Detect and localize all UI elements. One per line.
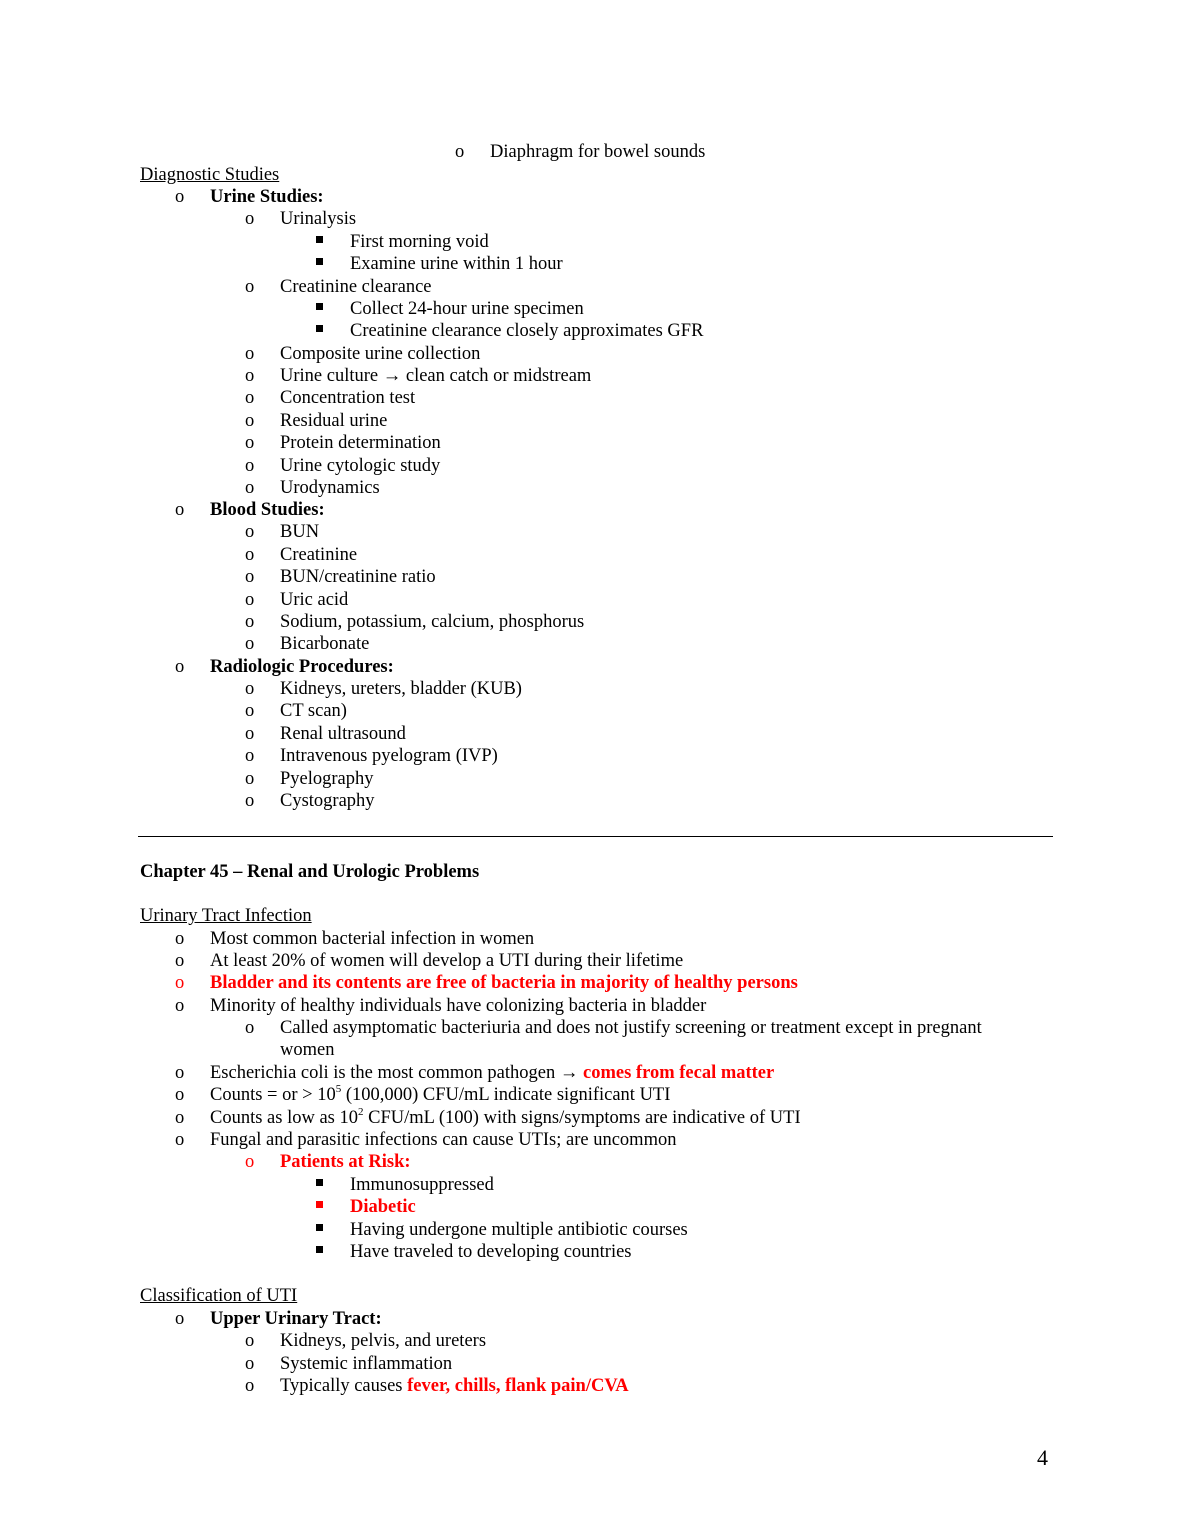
list-item: Creatinine clearance	[280, 277, 432, 297]
section-heading-uti: Urinary Tract Infection	[140, 906, 312, 926]
bullet: o	[245, 1376, 255, 1396]
bullet: o	[175, 657, 185, 677]
list-item: Called asymptomatic bacteriuria and does not justify screening or treatment except in pregnant women	[280, 1018, 982, 1060]
bullet: o	[245, 724, 255, 744]
symptoms-highlight: fever, chills, flank pain/CVA	[407, 1376, 629, 1396]
bullet: o	[245, 411, 255, 431]
bullet: o	[175, 1085, 185, 1105]
counts-text-rest: (100,000) CFU/mL indicate significant UTI	[341, 1085, 671, 1105]
section-divider	[138, 836, 1053, 837]
list-item	[280, 1375, 629, 1397]
bullet: o	[245, 701, 255, 721]
list-item: Systemic inflammation	[280, 1354, 453, 1374]
bullet: o	[245, 612, 255, 632]
square-bullet-icon	[316, 1201, 323, 1208]
square-bullet-icon	[316, 303, 323, 310]
list-item: Cystography	[280, 791, 375, 811]
section-heading-classification: Classification of UTI	[140, 1286, 298, 1306]
exponent: 2	[358, 1105, 364, 1118]
bullet: o	[245, 344, 255, 364]
chapter-title: Chapter 45 – Renal and Urologic Problems	[140, 862, 480, 882]
list-item: Have traveled to developing countries	[350, 1242, 632, 1262]
typically-causes-text: Typically causes	[280, 1376, 408, 1396]
list-item	[210, 1107, 801, 1129]
urine-studies-label: Urine Studies:	[210, 187, 324, 207]
list-item-highlight: Bladder and its contents are free of bacteria in majority of healthy persons	[210, 973, 798, 993]
list-item: CT scan)	[280, 701, 347, 721]
list-item: Protein determination	[280, 433, 441, 453]
bullet: o	[245, 746, 255, 766]
patients-at-risk-label: Patients at Risk:	[280, 1152, 411, 1172]
counts-text: Counts as low as 10	[210, 1108, 358, 1128]
list-item: At least 20% of women will develop a UTI during their lifetime	[210, 951, 684, 971]
list-item: Renal ultrasound	[280, 724, 406, 744]
section-heading-diagnostic: Diagnostic Studies	[140, 165, 280, 185]
list-item: Examine urine within 1 hour	[350, 254, 563, 274]
square-bullet-icon	[316, 236, 323, 243]
list-item: Most common bacterial infection in women	[210, 929, 535, 949]
list-item: Creatinine	[280, 545, 358, 565]
bullet: o	[245, 791, 255, 811]
bullet: o	[175, 187, 185, 207]
bullet: o	[245, 209, 255, 229]
urine-culture-text: Urine culture	[280, 366, 379, 386]
list-item: Having undergone multiple antibiotic courses	[350, 1220, 688, 1240]
bullet: o	[245, 388, 255, 408]
list-item-highlight: Diabetic	[350, 1197, 416, 1217]
list-item: Sodium, potassium, calcium, phosphorus	[280, 612, 585, 632]
list-item: Composite urine collection	[280, 344, 481, 364]
bullet: o	[245, 1331, 255, 1351]
bullet: o	[175, 951, 185, 971]
bullet: o	[245, 679, 255, 699]
bullet: o	[175, 996, 185, 1016]
bullet: o	[175, 1108, 185, 1128]
counts-text: Counts = or > 10	[210, 1085, 336, 1105]
counts-text-rest: CFU/mL (100) with signs/symptoms are indicative of UTI	[363, 1108, 801, 1128]
radiologic-procedures-label: Radiologic Procedures:	[210, 657, 394, 677]
square-bullet-icon	[316, 258, 323, 265]
list-item: Urodynamics	[280, 478, 380, 498]
upper-urinary-tract-label: Upper Urinary Tract:	[210, 1309, 382, 1329]
list-item: Urinalysis	[280, 209, 357, 229]
ecoli-highlight: comes from fecal matter	[583, 1063, 775, 1083]
exponent: 5	[335, 1082, 342, 1095]
bullet: o	[245, 366, 255, 386]
bullet: o	[175, 1309, 185, 1329]
list-item: Kidneys, ureters, bladder (KUB)	[280, 679, 522, 699]
list-item: Fungal and parasitic infections can cause UTIs; are uncommon	[210, 1130, 677, 1150]
bullet: o	[175, 500, 185, 520]
list-item: First morning void	[350, 232, 489, 252]
list-item: Bicarbonate	[280, 634, 370, 654]
list-item: Collect 24-hour urine specimen	[350, 299, 584, 319]
bullet: o	[245, 1018, 255, 1038]
bullet: o	[245, 277, 255, 297]
bullet: o	[175, 929, 185, 949]
bullet: o	[245, 1152, 255, 1172]
list-item: Diaphragm for bowel sounds	[490, 142, 706, 162]
bullet: o	[245, 478, 255, 498]
list-item: Concentration test	[280, 388, 416, 408]
bullet: o	[175, 1063, 185, 1083]
list-item: Immunosuppressed	[350, 1175, 494, 1195]
square-bullet-icon	[316, 325, 323, 332]
bullet: o	[245, 522, 255, 542]
bullet: o	[175, 973, 185, 993]
list-item: BUN/creatinine ratio	[280, 567, 436, 587]
bullet: o	[245, 433, 255, 453]
bullet: o	[245, 634, 255, 654]
arrow-icon: →	[559, 1063, 579, 1083]
bullet: o	[245, 456, 255, 476]
list-item	[210, 1062, 774, 1084]
list-item: Residual urine	[280, 411, 388, 431]
square-bullet-icon	[316, 1224, 323, 1231]
list-item: Creatinine clearance closely approximates GFR	[350, 321, 704, 341]
list-item	[210, 1084, 670, 1106]
bullet: o	[245, 590, 255, 610]
list-item: Intravenous pyelogram (IVP)	[280, 746, 498, 766]
list-item: Minority of healthy individuals have colonizing bacteria in bladder	[210, 996, 707, 1016]
list-item	[280, 365, 591, 387]
bullet: o	[245, 545, 255, 565]
list-item: Kidneys, pelvis, and ureters	[280, 1331, 487, 1351]
arrow-icon: →	[382, 366, 402, 386]
urine-culture-method: clean catch or midstream	[405, 366, 592, 386]
list-item: Urine cytologic study	[280, 456, 441, 476]
square-bullet-icon	[316, 1246, 323, 1253]
bullet: o	[245, 567, 255, 587]
list-item: Uric acid	[280, 590, 349, 610]
list-item: Pyelography	[280, 769, 374, 789]
bullet: o	[245, 1354, 255, 1374]
blood-studies-label: Blood Studies:	[210, 500, 325, 520]
bullet: o	[455, 142, 465, 162]
page-number: 4	[1037, 1445, 1048, 1470]
bullet: o	[245, 769, 255, 789]
ecoli-text: Escherichia coli is the most common pathogen	[210, 1063, 556, 1083]
bullet: o	[175, 1130, 185, 1150]
square-bullet-icon	[316, 1179, 323, 1186]
list-item: BUN	[280, 522, 320, 542]
